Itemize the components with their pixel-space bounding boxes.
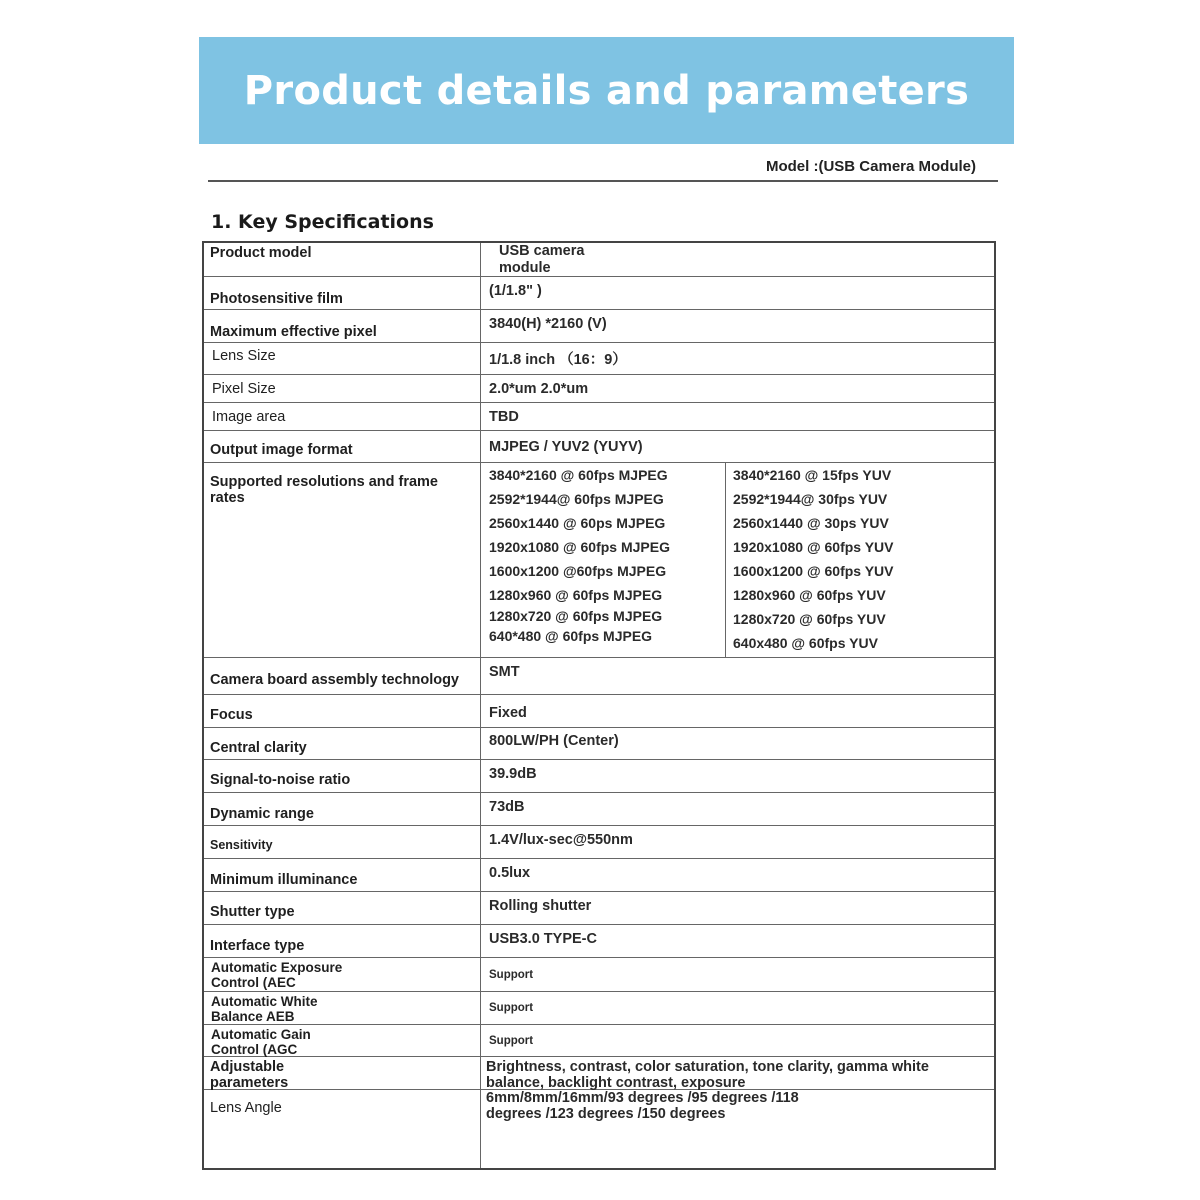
row-label: Minimum illuminance <box>204 859 481 891</box>
row-label: Supported resolutions and frame rates <box>204 463 481 657</box>
row-label: Interface type <box>204 925 481 957</box>
table-row <box>204 243 994 277</box>
table-row <box>204 277 994 310</box>
table-row <box>204 892 994 925</box>
row-label: Image area <box>204 403 481 430</box>
model-caption: Model :(USB Camera Module) <box>208 158 998 182</box>
row-value: Rolling shutter <box>489 898 592 914</box>
row-value: USB camera module <box>499 243 585 276</box>
row-label: Lens Angle <box>204 1090 481 1168</box>
resolution-item: 2560x1440 @ 60ps MJPEG <box>489 515 666 531</box>
resolution-item: 1280x720 @ 60fps YUV <box>733 611 886 627</box>
row-label: Shutter type <box>204 892 481 924</box>
row-value: (1/1.8" ) <box>489 283 542 299</box>
table-row <box>204 658 994 695</box>
yuv-resolution-list <box>725 463 994 657</box>
table-row <box>204 431 994 463</box>
resolution-item: 1600x1200 @ 60fps YUV <box>733 563 894 579</box>
row-label: Dynamic range <box>204 793 481 825</box>
row-label: Central clarity <box>204 728 481 759</box>
table-row <box>204 859 994 892</box>
resolution-item: 1280x720 @ 60fps MJPEG <box>489 608 663 624</box>
resolution-item: 2592*1944@ 30fps YUV <box>733 491 888 507</box>
table-row <box>204 403 994 431</box>
row-label: Photosensitive film <box>204 277 481 309</box>
table-row <box>204 925 994 958</box>
row-value: Fixed <box>489 705 527 721</box>
table-row <box>204 958 994 992</box>
table-row <box>204 1025 994 1057</box>
spec-table <box>202 241 996 1170</box>
table-row <box>204 760 994 793</box>
resolution-item: 1280x960 @ 60fps YUV <box>733 587 886 603</box>
table-row <box>204 1057 994 1090</box>
table-row <box>204 695 994 728</box>
table-row <box>204 1090 994 1168</box>
row-label: Automatic Exposure Control (AEC <box>211 960 343 990</box>
table-row <box>204 375 994 403</box>
table-row <box>204 728 994 760</box>
row-label: Sensitivity <box>204 826 481 858</box>
resolution-item: 1920x1080 @ 60fps YUV <box>733 539 894 555</box>
row-label: Product model <box>210 245 312 261</box>
table-row-resolutions <box>204 463 994 658</box>
resolution-item: 2592*1944@ 60fps MJPEG <box>489 491 664 507</box>
page-title: Product details and parameters <box>243 67 970 114</box>
table-row <box>204 310 994 343</box>
row-value: Support <box>489 1002 534 1014</box>
row-value: 0.5lux <box>489 865 531 881</box>
row-label: Output image format <box>204 431 481 462</box>
row-value: Support <box>489 1034 534 1047</box>
row-label: Pixel Size <box>204 375 481 402</box>
row-value: SMT <box>489 664 520 680</box>
resolution-item: 3840*2160 @ 15fps YUV <box>733 467 892 483</box>
table-row <box>204 992 994 1025</box>
row-value: 73dB <box>489 799 525 815</box>
row-label: Focus <box>204 695 481 727</box>
table-row <box>204 826 994 859</box>
resolution-item: 1280x960 @ 60fps MJPEG <box>489 587 663 603</box>
row-value: 1/1.8 inch （16：9） <box>489 352 627 368</box>
row-label: Automatic Gain Control (AGC <box>211 1027 311 1057</box>
row-value: 6mm/8mm/16mm/93 degrees /95 degrees /118 degrees /123 degrees /150 degrees <box>486 1090 799 1122</box>
row-label: Lens Size <box>204 343 481 374</box>
row-label: Camera board assembly technology <box>204 658 481 694</box>
row-value: 2.0*um 2.0*um <box>489 381 589 397</box>
table-row <box>204 343 994 375</box>
row-value: Brightness, contrast, color saturation, tone clarity, gamma white balance, backlight contrast, exposure <box>486 1059 929 1091</box>
row-label: Maximum effective pixel <box>204 310 481 342</box>
row-label: Adjustable parameters <box>210 1059 289 1091</box>
table-row <box>204 793 994 826</box>
row-value: MJPEG / YUV2 (YUYV) <box>489 439 643 455</box>
row-value: 1.4V/lux-sec@550nm <box>489 832 633 848</box>
resolution-item: 3840*2160 @ 60fps MJPEG <box>489 467 668 483</box>
resolution-item: 1920x1080 @ 60fps MJPEG <box>489 539 670 555</box>
resolution-item: 640*480 @ 60fps MJPEG <box>489 628 653 644</box>
row-value: 800LW/PH (Center) <box>489 733 619 749</box>
section-heading: 1. Key Specifications <box>211 211 434 233</box>
row-value: 3840(H) *2160 (V) <box>489 316 607 332</box>
header-banner <box>199 37 1014 144</box>
row-value: Support <box>489 968 534 981</box>
resolution-item: 640x480 @ 60fps YUV <box>733 635 878 651</box>
resolution-item: 1600x1200 @60fps MJPEG <box>489 563 667 579</box>
mjpeg-resolution-list <box>489 463 725 657</box>
row-label: Automatic White Balance AEB <box>211 994 318 1024</box>
row-label: Signal-to-noise ratio <box>204 760 481 792</box>
row-value: USB3.0 TYPE-C <box>489 931 597 947</box>
row-value: TBD <box>489 409 519 425</box>
row-value: 39.9dB <box>489 766 537 782</box>
resolution-item: 2560x1440 @ 30ps YUV <box>733 515 889 531</box>
